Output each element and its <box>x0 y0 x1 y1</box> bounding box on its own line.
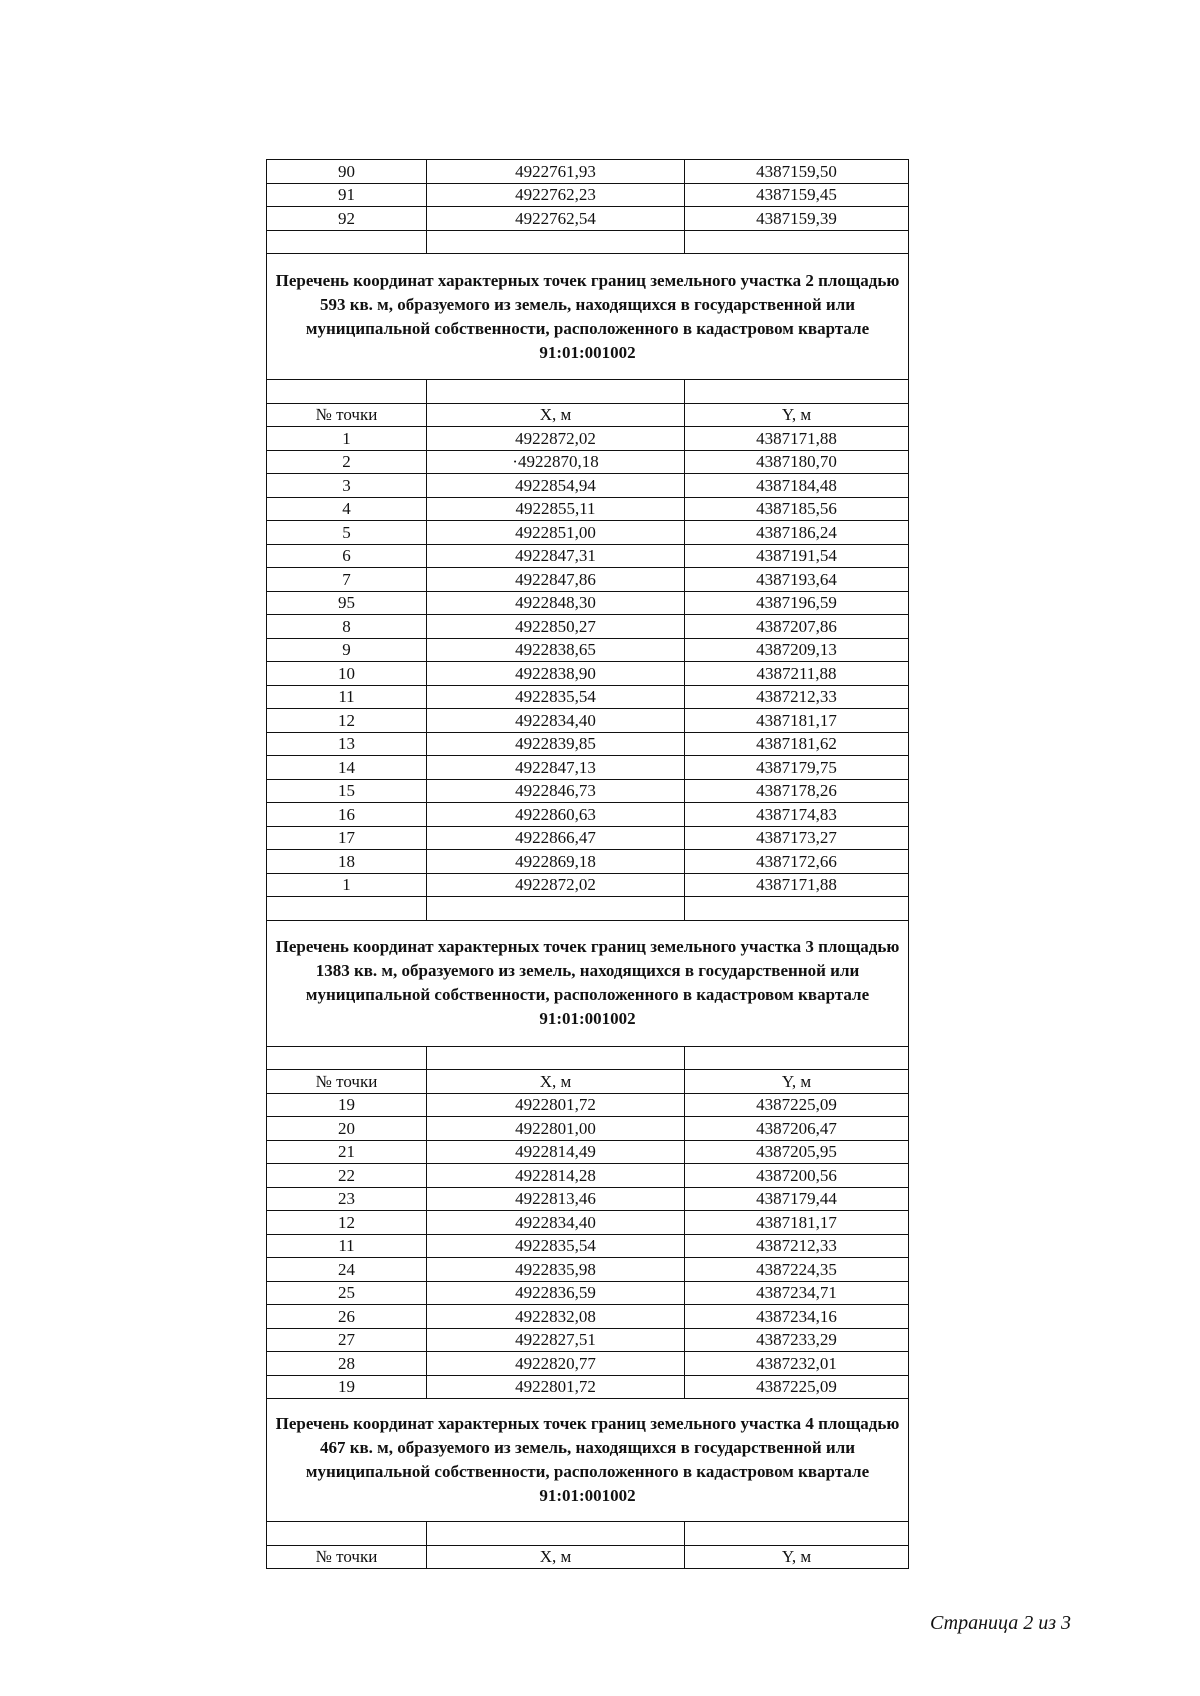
x-coordinate-cell: 4922854,94 <box>427 474 685 498</box>
table-row <box>267 591 909 615</box>
section-title: Перечень координат характерных точек границ земельного участка 3 площадью 1383 кв. м, образуемого из земель, находящихся в государственной или муниципальной собственности, расположенного в кадастровом квартале 91:01:001002 <box>267 920 909 1046</box>
empty-cell <box>267 897 427 921</box>
table-row <box>267 1328 909 1352</box>
point-number-cell: 95 <box>267 591 427 615</box>
x-coordinate-cell: 4922762,54 <box>427 207 685 231</box>
y-coordinate-cell: 4387159,45 <box>685 183 909 207</box>
x-coordinate-cell: 4922872,02 <box>427 873 685 897</box>
x-coordinate-cell: 4922851,00 <box>427 521 685 545</box>
x-coordinate-cell: 4922872,02 <box>427 427 685 451</box>
x-coordinate-cell: 4922814,28 <box>427 1164 685 1188</box>
point-number-cell: 12 <box>267 1211 427 1235</box>
table-row <box>267 732 909 756</box>
table-row <box>267 685 909 709</box>
y-coordinate-cell: 4387173,27 <box>685 826 909 850</box>
y-coordinate-cell: 4387179,44 <box>685 1187 909 1211</box>
table-row <box>267 521 909 545</box>
table-row <box>267 427 909 451</box>
x-coordinate-cell: 4922827,51 <box>427 1328 685 1352</box>
y-coordinate-cell: 4387225,09 <box>685 1375 909 1399</box>
point-number-cell: 27 <box>267 1328 427 1352</box>
y-coordinate-cell: 4387159,50 <box>685 160 909 184</box>
y-coordinate-header: Y, м <box>685 1070 909 1094</box>
x-coordinate-cell: 4922820,77 <box>427 1352 685 1376</box>
x-coordinate-cell: ·4922870,18 <box>427 450 685 474</box>
y-coordinate-cell: 4387186,24 <box>685 521 909 545</box>
x-coordinate-cell: 4922838,90 <box>427 662 685 686</box>
table-row <box>267 544 909 568</box>
table-row <box>267 207 909 231</box>
empty-cell <box>685 230 909 254</box>
y-coordinate-cell: 4387209,13 <box>685 638 909 662</box>
point-number-cell: 25 <box>267 1281 427 1305</box>
table-row <box>267 1117 909 1141</box>
table-row <box>267 779 909 803</box>
point-number-cell: 19 <box>267 1093 427 1117</box>
y-coordinate-cell: 4387179,75 <box>685 756 909 780</box>
coordinates-table <box>266 159 909 1569</box>
y-coordinate-cell: 4387180,70 <box>685 450 909 474</box>
table-row <box>267 1234 909 1258</box>
y-coordinate-cell: 4387193,64 <box>685 568 909 592</box>
page-number: Страница 2 из 3 <box>930 1612 1072 1634</box>
y-coordinate-cell: 4387181,17 <box>685 709 909 733</box>
table-row <box>267 1305 909 1329</box>
x-coordinate-cell: 4922839,85 <box>427 732 685 756</box>
x-coordinate-cell: 4922836,59 <box>427 1281 685 1305</box>
table-row <box>267 1258 909 1282</box>
point-number-cell: 4 <box>267 497 427 521</box>
y-coordinate-cell: 4387211,88 <box>685 662 909 686</box>
section-title-row <box>267 920 909 1046</box>
x-coordinate-cell: 4922813,46 <box>427 1187 685 1211</box>
point-number-cell: 10 <box>267 662 427 686</box>
x-coordinate-cell: 4922832,08 <box>427 1305 685 1329</box>
point-number-cell: 22 <box>267 1164 427 1188</box>
point-number-cell: 5 <box>267 521 427 545</box>
section-title: Перечень координат характерных точек границ земельного участка 2 площадью 593 кв. м, образуемого из земель, находящихся в государственной или муниципальной собственности, расположенного в кадастровом квартале 91:01:001002 <box>267 254 909 380</box>
y-coordinate-cell: 4387196,59 <box>685 591 909 615</box>
x-coordinate-cell: 4922838,65 <box>427 638 685 662</box>
table-row <box>267 850 909 874</box>
x-coordinate-cell: 4922847,31 <box>427 544 685 568</box>
point-number-cell: 12 <box>267 709 427 733</box>
y-coordinate-cell: 4387185,56 <box>685 497 909 521</box>
empty-cell <box>685 1046 909 1070</box>
point-number-cell: 91 <box>267 183 427 207</box>
empty-row <box>267 230 909 254</box>
empty-cell <box>267 230 427 254</box>
point-number-cell: 24 <box>267 1258 427 1282</box>
y-coordinate-cell: 4387233,29 <box>685 1328 909 1352</box>
empty-cell <box>685 897 909 921</box>
empty-cell <box>685 380 909 404</box>
y-coordinate-cell: 4387206,47 <box>685 1117 909 1141</box>
table-row <box>267 1281 909 1305</box>
empty-row <box>267 380 909 404</box>
point-number-cell: 14 <box>267 756 427 780</box>
x-coordinate-cell: 4922801,72 <box>427 1093 685 1117</box>
point-number-cell: 9 <box>267 638 427 662</box>
x-coordinate-cell: 4922835,98 <box>427 1258 685 1282</box>
point-number-cell: 17 <box>267 826 427 850</box>
empty-cell <box>427 230 685 254</box>
table-row <box>267 1352 909 1376</box>
empty-cell <box>267 1522 427 1546</box>
empty-cell <box>427 380 685 404</box>
x-coordinate-cell: 4922847,13 <box>427 756 685 780</box>
table-row <box>267 568 909 592</box>
y-coordinate-cell: 4387171,88 <box>685 873 909 897</box>
x-coordinate-cell: 4922860,63 <box>427 803 685 827</box>
y-coordinate-cell: 4387200,56 <box>685 1164 909 1188</box>
table-row <box>267 450 909 474</box>
x-coordinate-header: X, м <box>427 403 685 427</box>
point-number-header: № точки <box>267 1070 427 1094</box>
empty-cell <box>267 1046 427 1070</box>
y-coordinate-header: Y, м <box>685 403 909 427</box>
point-number-cell: 1 <box>267 873 427 897</box>
table-row <box>267 497 909 521</box>
column-header-row <box>267 1070 909 1094</box>
y-coordinate-cell: 4387181,62 <box>685 732 909 756</box>
point-number-cell: 20 <box>267 1117 427 1141</box>
table-row <box>267 826 909 850</box>
point-number-cell: 26 <box>267 1305 427 1329</box>
y-coordinate-cell: 4387172,66 <box>685 850 909 874</box>
table-row <box>267 638 909 662</box>
table-row <box>267 803 909 827</box>
point-number-cell: 21 <box>267 1140 427 1164</box>
point-number-cell: 6 <box>267 544 427 568</box>
x-coordinate-cell: 4922855,11 <box>427 497 685 521</box>
x-coordinate-cell: 4922801,72 <box>427 1375 685 1399</box>
x-coordinate-cell: 4922835,54 <box>427 1234 685 1258</box>
y-coordinate-cell: 4387184,48 <box>685 474 909 498</box>
x-coordinate-cell: 4922847,86 <box>427 568 685 592</box>
empty-row <box>267 1522 909 1546</box>
y-coordinate-cell: 4387232,01 <box>685 1352 909 1376</box>
table-row <box>267 1211 909 1235</box>
table-row <box>267 873 909 897</box>
y-coordinate-cell: 4387159,39 <box>685 207 909 231</box>
y-coordinate-cell: 4387212,33 <box>685 685 909 709</box>
y-coordinate-cell: 4387171,88 <box>685 427 909 451</box>
y-coordinate-cell: 4387207,86 <box>685 615 909 639</box>
point-number-cell: 16 <box>267 803 427 827</box>
point-number-cell: 1 <box>267 427 427 451</box>
y-coordinate-cell: 4387234,71 <box>685 1281 909 1305</box>
y-coordinate-cell: 4387178,26 <box>685 779 909 803</box>
empty-cell <box>267 380 427 404</box>
y-coordinate-header: Y, м <box>685 1545 909 1569</box>
empty-cell <box>427 1046 685 1070</box>
column-header-row <box>267 403 909 427</box>
x-coordinate-cell: 4922846,73 <box>427 779 685 803</box>
y-coordinate-cell: 4387225,09 <box>685 1093 909 1117</box>
empty-row <box>267 1046 909 1070</box>
table-row <box>267 1140 909 1164</box>
x-coordinate-cell: 4922761,93 <box>427 160 685 184</box>
y-coordinate-cell: 4387205,95 <box>685 1140 909 1164</box>
y-coordinate-cell: 4387174,83 <box>685 803 909 827</box>
empty-cell <box>427 1522 685 1546</box>
table-row <box>267 1093 909 1117</box>
y-coordinate-cell: 4387191,54 <box>685 544 909 568</box>
section-title-row <box>267 254 909 380</box>
table-row <box>267 474 909 498</box>
section-title: Перечень координат характерных точек границ земельного участка 4 площадью 467 кв. м, образуемого из земель, находящихся в государственной или муниципальной собственности, расположенного в кадастровом квартале 91:01:001002 <box>267 1399 909 1522</box>
table-row <box>267 709 909 733</box>
point-number-cell: 92 <box>267 207 427 231</box>
point-number-cell: 7 <box>267 568 427 592</box>
empty-cell <box>685 1522 909 1546</box>
x-coordinate-cell: 4922834,40 <box>427 709 685 733</box>
point-number-cell: 19 <box>267 1375 427 1399</box>
x-coordinate-cell: 4922848,30 <box>427 591 685 615</box>
empty-cell <box>427 897 685 921</box>
point-number-cell: 28 <box>267 1352 427 1376</box>
y-coordinate-cell: 4387224,35 <box>685 1258 909 1282</box>
point-number-cell: 8 <box>267 615 427 639</box>
x-coordinate-cell: 4922850,27 <box>427 615 685 639</box>
x-coordinate-cell: 4922834,40 <box>427 1211 685 1235</box>
table-row <box>267 615 909 639</box>
point-number-cell: 23 <box>267 1187 427 1211</box>
table-row <box>267 1375 909 1399</box>
x-coordinate-cell: 4922814,49 <box>427 1140 685 1164</box>
empty-row <box>267 897 909 921</box>
x-coordinate-cell: 4922835,54 <box>427 685 685 709</box>
point-number-cell: 11 <box>267 685 427 709</box>
point-number-header: № точки <box>267 403 427 427</box>
table-row <box>267 756 909 780</box>
x-coordinate-cell: 4922869,18 <box>427 850 685 874</box>
point-number-cell: 15 <box>267 779 427 803</box>
y-coordinate-cell: 4387234,16 <box>685 1305 909 1329</box>
point-number-cell: 2 <box>267 450 427 474</box>
table-row <box>267 183 909 207</box>
point-number-cell: 3 <box>267 474 427 498</box>
y-coordinate-cell: 4387212,33 <box>685 1234 909 1258</box>
y-coordinate-cell: 4387181,17 <box>685 1211 909 1235</box>
column-header-row <box>267 1545 909 1569</box>
x-coordinate-header: X, м <box>427 1545 685 1569</box>
x-coordinate-cell: 4922762,23 <box>427 183 685 207</box>
section-title-row <box>267 1399 909 1522</box>
x-coordinate-cell: 4922866,47 <box>427 826 685 850</box>
x-coordinate-header: X, м <box>427 1070 685 1094</box>
table-row <box>267 160 909 184</box>
table-row <box>267 1187 909 1211</box>
point-number-cell: 11 <box>267 1234 427 1258</box>
table-row <box>267 1164 909 1188</box>
point-number-cell: 18 <box>267 850 427 874</box>
point-number-cell: 13 <box>267 732 427 756</box>
x-coordinate-cell: 4922801,00 <box>427 1117 685 1141</box>
table-row <box>267 662 909 686</box>
point-number-cell: 90 <box>267 160 427 184</box>
point-number-header: № точки <box>267 1545 427 1569</box>
